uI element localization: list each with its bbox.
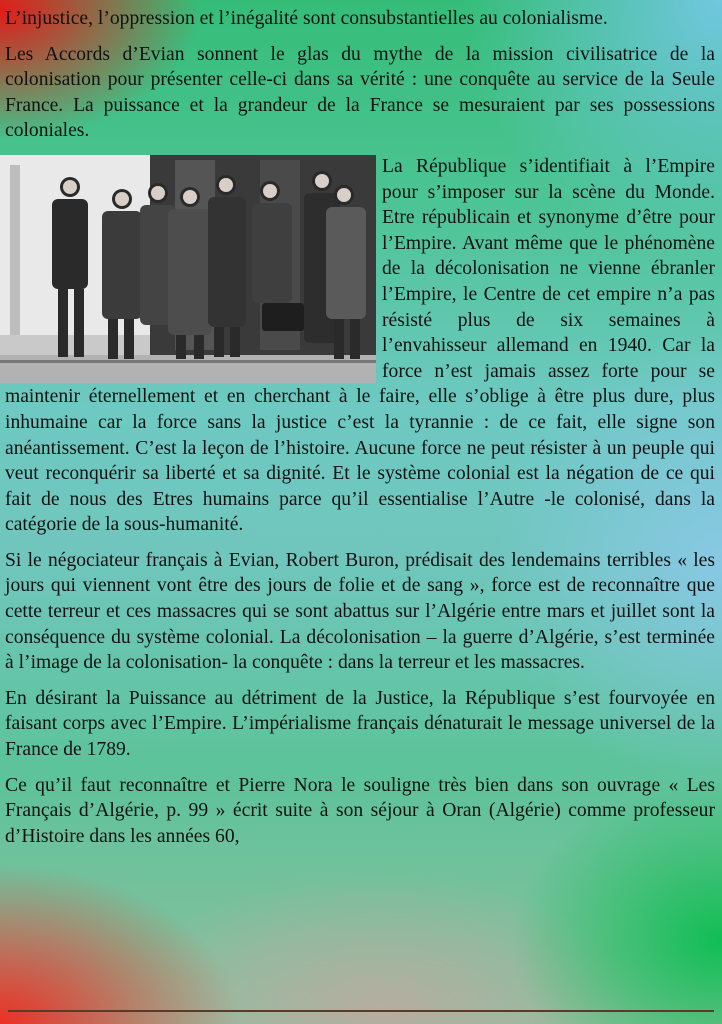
bottom-divider <box>8 1010 714 1012</box>
paragraph-republique: La République s’identifiait à l’Empire pour s’imposer sur la scène du Monde. Etre républicain et synonyme d’être pour l’Empire. Avant même que le phénomène de la décolonisation ne vienne ébranler l’Empire, le Centre de cet empire n’a pas résisté plus de six semaines à l’envahisseur allemand en 1940. Car la force n’est jamais assez forte pour se maintenir éternellement et en cherchant à le faire, elle s’oblige à être plus dure, plus inhumaine car la force sans la justice c’est la tyrannie : de ce fait, elle signe son anéantissement. C’est la leçon de l’histoire. Aucune force ne peut résister à un peuple qui veut reconquérir sa liberté et sa dignité. Et le système colonial est la négation de ce qui fait de nous des Etres humains parce qu’il essentialise l’Autre -le colonisé, dans la catégorie de la sous-humanité. <box>5 155 715 536</box>
group-photo-icon <box>0 155 376 383</box>
paragraph-intro: L’injustice, l’oppression et l’inégalité sont consubstantielles au colonialisme. <box>5 8 608 29</box>
paragraph-evian: Les Accords d’Evian sonnent le glas du mythe de la mission civilisatrice de la colonisation pour présenter celle-ci dans sa vérité : une conquête au service de la Seule France. La puissance et la grandeur de la France se mesuraient par ses possessions coloniales. <box>5 43 715 142</box>
paragraph-buron: Si le négociateur français à Evian, Robert Buron, prédisait des lendemains terribles « les jours qui viennent vont être des jours de folie et de sang », force est de reconnaître que cette terreur et ces massacres qui se sont abattus sur l’Algérie entre mars et juillet sont la conséquence du système colonial. La décolonisation – la guerre d’Algérie, s’est terminée à l’image de la colonisation- la conquête : dans la terreur et les massacres. <box>5 549 715 674</box>
paragraph-puissance: En désirant la Puissance au détriment de la Justice, la République s’est fourvoyée en faisant corps avec l’Empire. L’impérialisme français dénaturait le message universel de la France de 1789. <box>5 687 715 761</box>
paragraph-nora: Ce qu’il faut reconnaître et Pierre Nora le souligne très bien dans son ouvrage « Les Français d’Algérie, p. 99 » écrit suite à son séjour à Oran (Algérie) comme professeur d’Histoire dans les années 60, <box>5 774 715 847</box>
article-body <box>5 6 715 859</box>
